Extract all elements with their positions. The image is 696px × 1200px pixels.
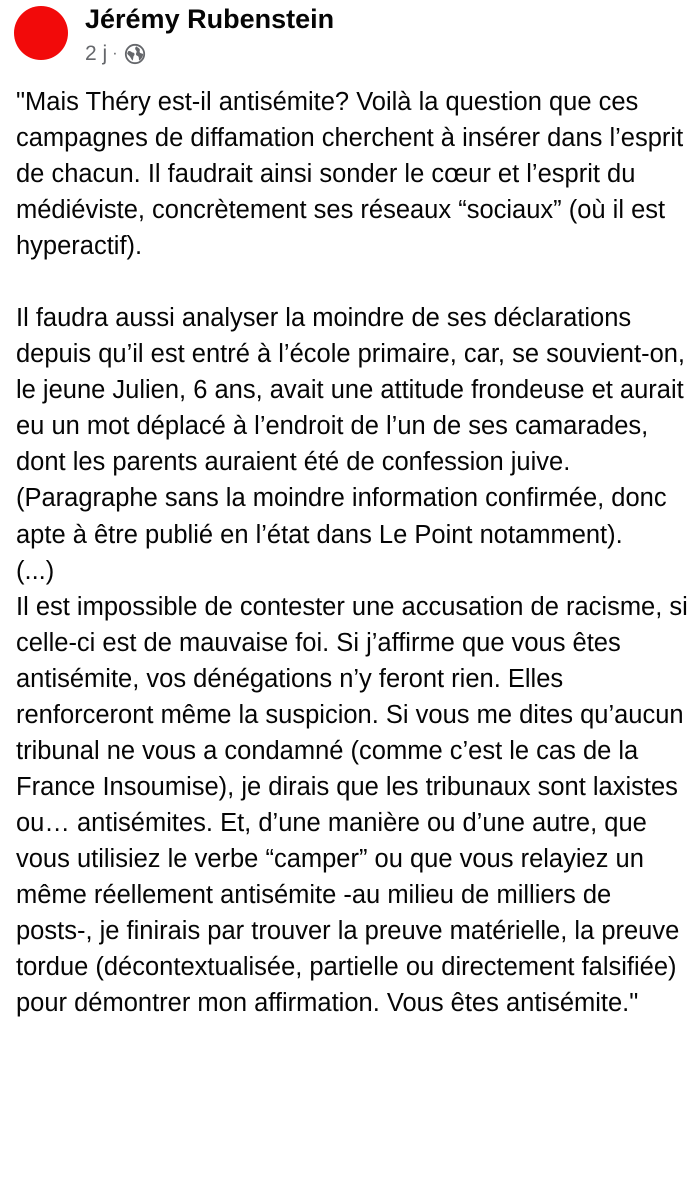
post-paragraph: (...) (16, 556, 55, 585)
post-header (0, 0, 696, 80)
post-meta (85, 40, 146, 68)
post-paragraph: "Mais Théry est-il antisémite? Voilà la question que ces campagnes de diffamation cherchent à insérer dans l’esprit de chacun. Il faudrait ainsi sonder le cœur et l’esprit du médiéviste, concrètement ses réseaux “sociaux” (où il est hyperactif). (16, 88, 684, 261)
post-timestamp[interactable]: 2 j (85, 42, 108, 65)
post-paragraph: Il est impossible de contester une accusation de racisme, si celle-ci est de mauvaise foi. Si j’affirme que vous êtes antisémite, vos dénégations n’y feront rien. Elles renforceront même la suspicion. Si vous me dites qu’aucun tribunal ne vous a condamné (comme c’est le cas de la France Insoumise), je dirais que les tribunaux sont laxistes ou… antisémites. Et, d’une manière ou d’une autre, que vous utilisiez le verbe “camper” ou que vous relayiez un même réellement antisémite -au milieu de milliers de posts-, je finirais par trouver la preuve matérielle, la preuve tordue (décontextualisée, partielle ou directement falsifiée) pour démontrer mon affirmation. Vous êtes antisémite." (16, 592, 688, 1018)
meta-separator: · (112, 45, 118, 62)
post-paragraph: Il faudra aussi analyser la moindre de ses déclarations depuis qu’il est entré à l’école primaire, car, se souvient-on, le jeune Julien, 6 ans, avait une attitude frondeuse et aurait eu un mot déplacé à l’endroit de l’un de ses camarades, dont les parents auraient été de confession juive. (Paragraphe sans la moindre information confirmée, donc apte à être publié en l’état dans Le Point notamment). (16, 304, 686, 549)
avatar[interactable] (14, 6, 68, 60)
author-name[interactable]: Jérémy Rubenstein (85, 4, 335, 34)
post-body (16, 84, 688, 1021)
globe-icon[interactable] (124, 43, 146, 65)
paragraph-gap (16, 264, 688, 300)
